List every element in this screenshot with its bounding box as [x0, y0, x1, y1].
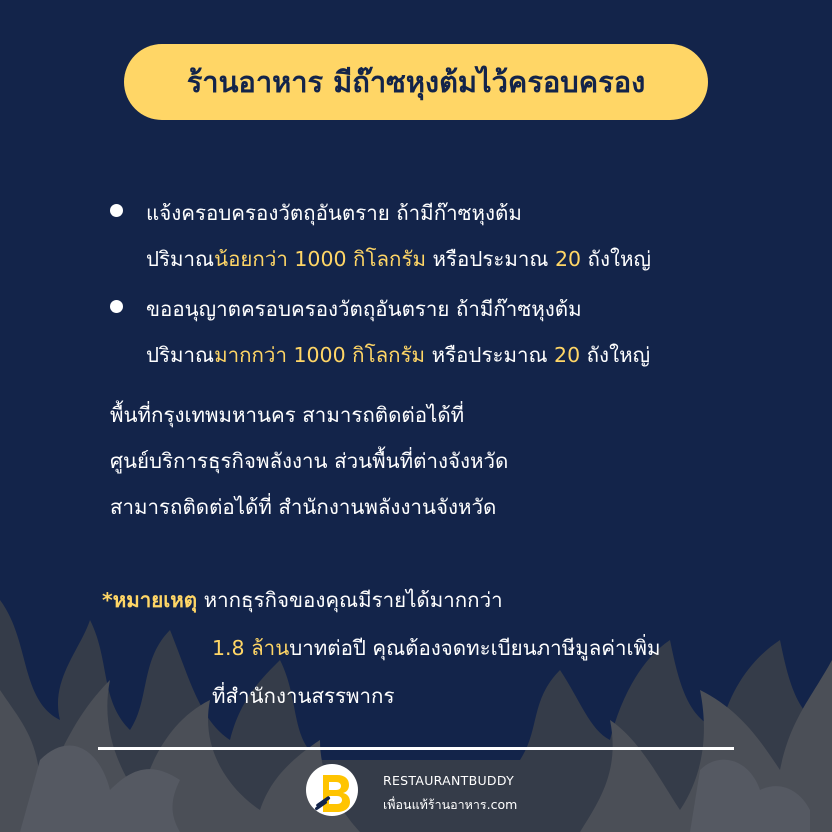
note-line — [102, 624, 752, 672]
bullet-dot-icon — [110, 204, 123, 217]
note-section — [102, 576, 752, 720]
bullet-line — [146, 332, 748, 378]
brand-name: RESTAURANTBUDDY — [383, 773, 515, 788]
note-line — [102, 576, 752, 624]
bullet-line: แจ้งครอบครองวัตถุอันตราย ถ้ามีก๊าซหุงต้ม — [146, 201, 522, 225]
footer-divider — [98, 747, 734, 750]
paragraph-line: พื้นที่กรุงเทพมหานคร สามารถติดต่อได้ที่ — [110, 403, 465, 427]
note-label: *หมายเหตุ — [102, 588, 198, 612]
bullet-highlight: มากกว่า 1000 กิโลกรัม — [214, 343, 426, 367]
bullet-text: ถังใหญ่ — [581, 247, 651, 271]
contact-paragraph — [110, 392, 730, 530]
note-text: หากธุรกิจของคุณมีรายได้มากกว่า — [197, 588, 503, 612]
brand-logo — [306, 764, 358, 816]
bullet-text: หรือประมาณ — [425, 247, 555, 271]
bullet-dot-icon — [110, 300, 123, 313]
bullet-line: ขออนุญาตครอบครองวัตถุอันตราย ถ้ามีก๊าซหุงต้ม — [146, 297, 582, 321]
bullet-item-permit — [108, 286, 748, 378]
bullet-number: 20 — [554, 247, 582, 271]
bullet-text: หรือประมาณ — [425, 343, 555, 367]
bullet-line — [146, 236, 748, 282]
note-line: ที่สำนักงานสรรพากร — [212, 684, 395, 708]
paragraph-line: ศูนย์บริการธุรกิจพลังงาน ส่วนพื้นที่ต่างจังหวัด — [110, 449, 509, 473]
note-highlight: 1.8 ล้าน — [212, 636, 290, 660]
bullet-text: ปริมาณ — [146, 247, 215, 271]
brand-tagline: เพื่อนแท้ร้านอาหาร.com — [383, 797, 518, 812]
bullet-list — [108, 190, 748, 382]
bullet-text: ถังใหญ่ — [580, 343, 651, 367]
bullet-number: 20 — [554, 343, 581, 367]
note-text: บาทต่อปี คุณต้องจดทะเบียนภาษีมูลค่าเพิ่ม — [289, 636, 661, 660]
bullet-highlight: น้อยกว่า 1000 กิโลกรัม — [214, 247, 426, 271]
title-banner — [124, 44, 708, 120]
bullet-text: ปริมาณ — [146, 343, 215, 367]
paragraph-line: สามารถติดต่อได้ที่ สำนักงานพลังงานจังหวัด — [110, 495, 497, 519]
brand-logo-icon — [306, 764, 358, 816]
page-title: ร้านอาหาร มีถ๊าซหุงต้มไว้ครอบครอง — [186, 65, 646, 99]
bullet-item-notify — [108, 190, 748, 282]
